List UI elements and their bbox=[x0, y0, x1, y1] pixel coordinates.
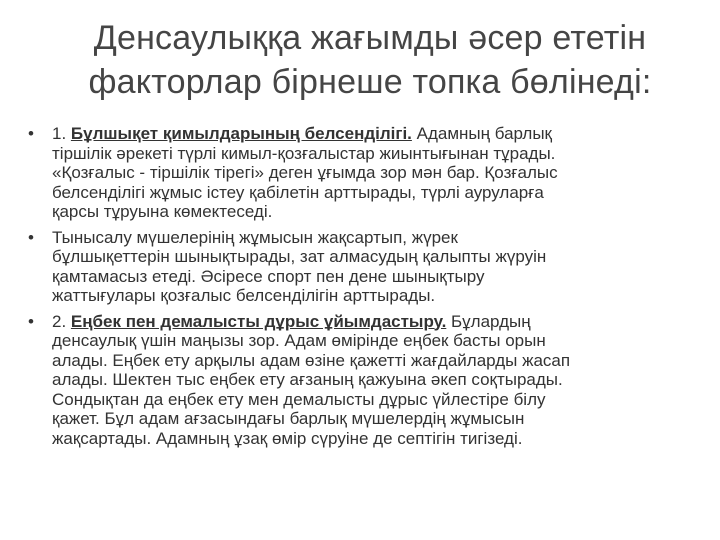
bullet-line bbox=[52, 124, 696, 144]
bullet-marker: • bbox=[28, 124, 34, 143]
bullet-heading: Еңбек пен демалысты дұрыс ұйымдастыру. bbox=[70, 311, 447, 331]
bullet-marker: • bbox=[28, 311, 34, 331]
bullet-line: Тынысалу мүшелерінің жұмысын жақсартып, жүрек bbox=[52, 227, 458, 247]
bullet-line: бұлшықеттерін шынықтырады, зат алмасудың қалыпты жүруін bbox=[52, 247, 547, 266]
bullet-item-2 bbox=[28, 228, 696, 306]
bullet-text bbox=[52, 228, 696, 306]
slide-title-line-1: Денсаулыққа жағымды әсер ететін bbox=[93, 19, 647, 57]
bullet-line: тіршілік әрекеті түрлі кимыл-қозғалыстар жиынтығынан тұрады. bbox=[52, 143, 556, 163]
bullet-line: жаттығулары қозғалыс белсенділігін арттырады. bbox=[52, 286, 436, 305]
bullet-number: 2. bbox=[52, 311, 71, 331]
slide-title bbox=[40, 16, 700, 104]
bullet-heading: Бұлшықет қимылдарының белсенділігі. bbox=[70, 124, 412, 143]
bullet-text bbox=[52, 312, 696, 449]
bullet-line: қамтамасыз етеді. Әсіресе спорт пен дене шынықтыру bbox=[52, 266, 485, 286]
bullet-line-text: Бұлардың bbox=[446, 311, 531, 331]
bullet-item-3 bbox=[28, 312, 696, 449]
bullet-line: Сондықтан да еңбек ету мен демалысты дұрыс үйлестіре білу bbox=[52, 389, 546, 409]
bullet-text bbox=[52, 124, 696, 222]
bullet-line-text: Адамның барлық bbox=[411, 124, 552, 143]
bullet-line: қажет. Бұл адам ағзасындағы барлық мүшелердің жұмысын bbox=[52, 409, 525, 428]
bullet-line: қарсы тұруына көмектеседі. bbox=[52, 202, 273, 221]
bullet-line: алады. Шектен тыс еңбек ету ағзаның қажуына әкеп соқтырады. bbox=[52, 370, 563, 389]
bullet-list bbox=[28, 124, 696, 454]
bullet-marker: • bbox=[28, 227, 34, 247]
bullet-line: белсенділігі жұмыс істеу қабілетін арттырады, түрлі ауруларға bbox=[52, 182, 544, 202]
bullet-line bbox=[52, 312, 696, 332]
bullet-number: 1. bbox=[52, 124, 71, 143]
slide-title-line-2: факторлар бірнеше топка бөлінеді: bbox=[88, 63, 652, 101]
bullet-item-1 bbox=[28, 124, 696, 222]
bullet-line: денсаулық үшін маңызы зор. Адам өмірінде еңбек басты орын bbox=[52, 331, 546, 350]
bullet-line: «Қозғалыс - тіршілік тірегі» деген ұғымда зор мән бар. Қозғалыс bbox=[52, 163, 558, 182]
bullet-line: жақсартады. Адамның ұзақ өмір сүруіне де септігін тигізеді. bbox=[52, 428, 523, 448]
bullet-line: алады. Еңбек ету арқылы адам өзіне қажетті жағдайларды жасап bbox=[52, 350, 571, 370]
